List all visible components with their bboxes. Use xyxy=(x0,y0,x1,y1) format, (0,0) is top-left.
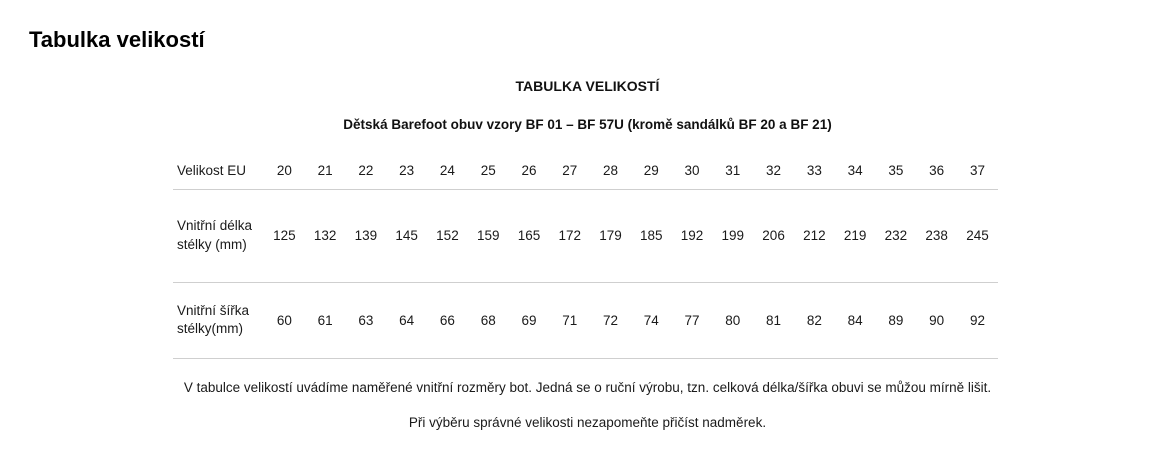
insole-width-row xyxy=(173,282,998,358)
table-cell: 92 xyxy=(969,312,986,328)
table-cell: 125 xyxy=(273,228,296,243)
row-label: Velikost EU xyxy=(177,162,247,178)
table-cell: 23 xyxy=(399,163,415,179)
table-cell: 66 xyxy=(439,312,455,328)
table-cell: 60 xyxy=(276,312,292,328)
size-table xyxy=(173,153,998,359)
table-cell: 152 xyxy=(436,228,459,243)
table-cell: 179 xyxy=(599,228,622,243)
page-title: Tabulka velikostí xyxy=(29,27,205,52)
table-cell: 82 xyxy=(806,312,822,328)
measurement-note: V tabulce velikostí uvádíme naměřené vnitřní rozměry bot. Jedná se o ruční výrobu, tzn. celková délka/šířka obuvi se můžou mírně lišit. xyxy=(183,380,992,395)
size-table-heading: TABULKA VELIKOSTÍ xyxy=(515,78,660,94)
table-cell: 63 xyxy=(358,312,374,328)
table-cell: 139 xyxy=(354,228,378,243)
table-cell: 80 xyxy=(725,312,741,328)
table-cell: 64 xyxy=(399,312,415,328)
table-cell: 34 xyxy=(847,163,863,179)
table-cell: 71 xyxy=(562,312,578,328)
table-cell: 26 xyxy=(521,163,537,179)
table-cell: 22 xyxy=(358,163,374,179)
size-table-subheading: Dětská Barefoot obuv vzory BF 01 – BF 57U (kromě sandálků BF 20 a BF 21) xyxy=(343,117,832,132)
table-cell: 29 xyxy=(643,163,659,179)
table-cell: 77 xyxy=(684,312,700,328)
table-cell: 27 xyxy=(562,163,578,179)
row-label: Vnitřní délka stélky (mm) xyxy=(177,218,253,252)
table-cell: 159 xyxy=(476,228,500,243)
size-table-body xyxy=(173,153,998,358)
table-cell: 24 xyxy=(439,163,455,179)
table-cell: 145 xyxy=(395,228,418,243)
table-cell: 61 xyxy=(317,312,333,328)
table-cell: 32 xyxy=(766,163,782,179)
allowance-note: Při výběru správné velikosti nezapomeňte přičíst nadměrek. xyxy=(408,415,767,430)
table-cell: 31 xyxy=(725,163,741,179)
table-cell: 37 xyxy=(969,163,986,179)
table-cell: 165 xyxy=(517,228,541,243)
table-cell: 238 xyxy=(925,228,948,243)
table-cell: 30 xyxy=(684,163,700,179)
table-cell: 74 xyxy=(643,312,659,328)
table-cell: 219 xyxy=(843,228,867,243)
table-cell: 84 xyxy=(847,312,863,328)
table-cell: 35 xyxy=(888,163,904,179)
table-cell: 68 xyxy=(480,312,496,328)
table-cell: 72 xyxy=(602,312,619,328)
table-cell: 192 xyxy=(680,228,704,243)
table-cell: 172 xyxy=(558,228,581,243)
row-label: Vnitřní šířka stélky(mm) xyxy=(177,302,250,336)
table-cell: 33 xyxy=(806,163,822,179)
table-cell: 28 xyxy=(602,163,619,179)
size-eu-row xyxy=(173,153,998,189)
table-cell: 36 xyxy=(929,163,945,179)
table-cell: 245 xyxy=(966,228,989,243)
table-cell: 199 xyxy=(721,228,745,243)
table-cell: 69 xyxy=(521,312,537,328)
table-cell: 89 xyxy=(888,312,904,328)
insole-length-row xyxy=(173,189,998,282)
table-cell: 20 xyxy=(276,163,292,179)
table-cell: 212 xyxy=(803,228,826,243)
table-cell: 90 xyxy=(929,312,945,328)
table-cell: 21 xyxy=(317,163,333,179)
table-cell: 132 xyxy=(313,228,337,243)
table-cell: 232 xyxy=(884,228,908,243)
table-cell: 206 xyxy=(762,228,785,243)
table-cell: 185 xyxy=(640,228,663,243)
table-cell: 25 xyxy=(480,163,496,179)
table-cell: 81 xyxy=(766,312,782,328)
